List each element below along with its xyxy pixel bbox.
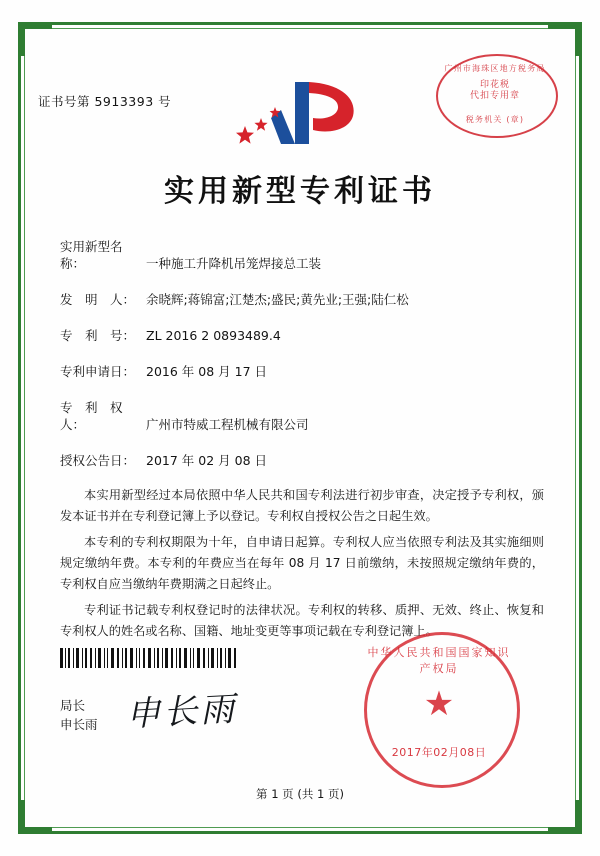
director-handwritten-signature: 申长雨 [125, 689, 239, 735]
field-label: 专 利 权 人： [60, 400, 136, 432]
field-value: 余晓辉;蒋锦富;江楚杰;盛民;黄先业;王强;陆仁松 [146, 292, 409, 307]
field-label: 专利申请日： [60, 364, 136, 379]
field-label: 专 利 号： [60, 328, 136, 343]
field-inventors [60, 291, 552, 308]
tax-stamp-arc-bottom: 税务机关 (章) [465, 115, 525, 124]
page-title: 实用新型专利证书 [164, 174, 436, 209]
certificate-fields [60, 238, 552, 488]
tax-stamp-center-text [436, 80, 554, 102]
field-patentee [60, 399, 552, 433]
official-seal-agency-text: 中华人民共和国国家知识产权局 [367, 646, 511, 675]
tax-stamp-line2: 代扣专用章 [469, 91, 520, 101]
barcode [60, 648, 236, 668]
paragraph-3: 专利证书记载专利权登记时的法律状况。专利权的转移、质押、无效、终止、恢复和专利权人的姓名或名称、国籍、地址变更等事项记载在专利登记簿上。 [60, 603, 544, 638]
field-value: ZL 2016 2 0893489.4 [146, 328, 281, 343]
official-seal [364, 632, 514, 782]
certificate-body-text [60, 485, 544, 647]
field-utility-model-name [60, 238, 552, 272]
field-patent-number [60, 327, 552, 344]
cnipa-logo [225, 74, 375, 152]
official-seal-date: 2017年02月08日 [391, 746, 487, 759]
star-icon: ★ [423, 685, 455, 723]
tax-stamp [436, 54, 554, 134]
field-value: 2017 年 02 月 08 日 [146, 453, 267, 468]
tax-stamp-line1: 印花税 [479, 80, 510, 90]
field-value: 一种施工升降机吊笼焊接总工装 [146, 256, 322, 271]
page-footer: 第 1 页 (共 1 页) [256, 787, 344, 801]
field-label: 发 明 人： [60, 292, 136, 307]
certificate-content [38, 48, 562, 808]
field-value: 2016 年 08 月 17 日 [146, 364, 267, 379]
director-name-label: 申长雨 [60, 717, 98, 732]
field-grant-announcement-date [60, 452, 552, 469]
field-application-date [60, 363, 552, 380]
field-value: 广州市特威工程机械有限公司 [146, 417, 309, 432]
tax-stamp-arc-top: 广州市海珠区地方税务局 [444, 64, 546, 73]
certificate-serial-number: 证书号第 5913393 号 [38, 94, 172, 109]
field-label: 授权公告日： [60, 453, 136, 468]
field-label: 实用新型名称： [60, 239, 123, 271]
signature-block [60, 696, 98, 734]
paragraph-1: 本实用新型经过本局依照中华人民共和国专利法进行初步审查，决定授予专利权，颁发本证书并在专利登记簿上予以登记。专利权自授权公告之日起生效。 [60, 488, 544, 523]
paragraph-2: 本专利的专利权期限为十年，自申请日起算。专利权人应当依照专利法及其实施细则规定缴纳年费。本专利的年费应当在每年 08 月 17 日前缴纳，未按照规定缴纳年费的，专利权自应当缴纳年费期满之日起终止。 [60, 535, 544, 591]
director-title-label: 局长 [60, 698, 86, 713]
